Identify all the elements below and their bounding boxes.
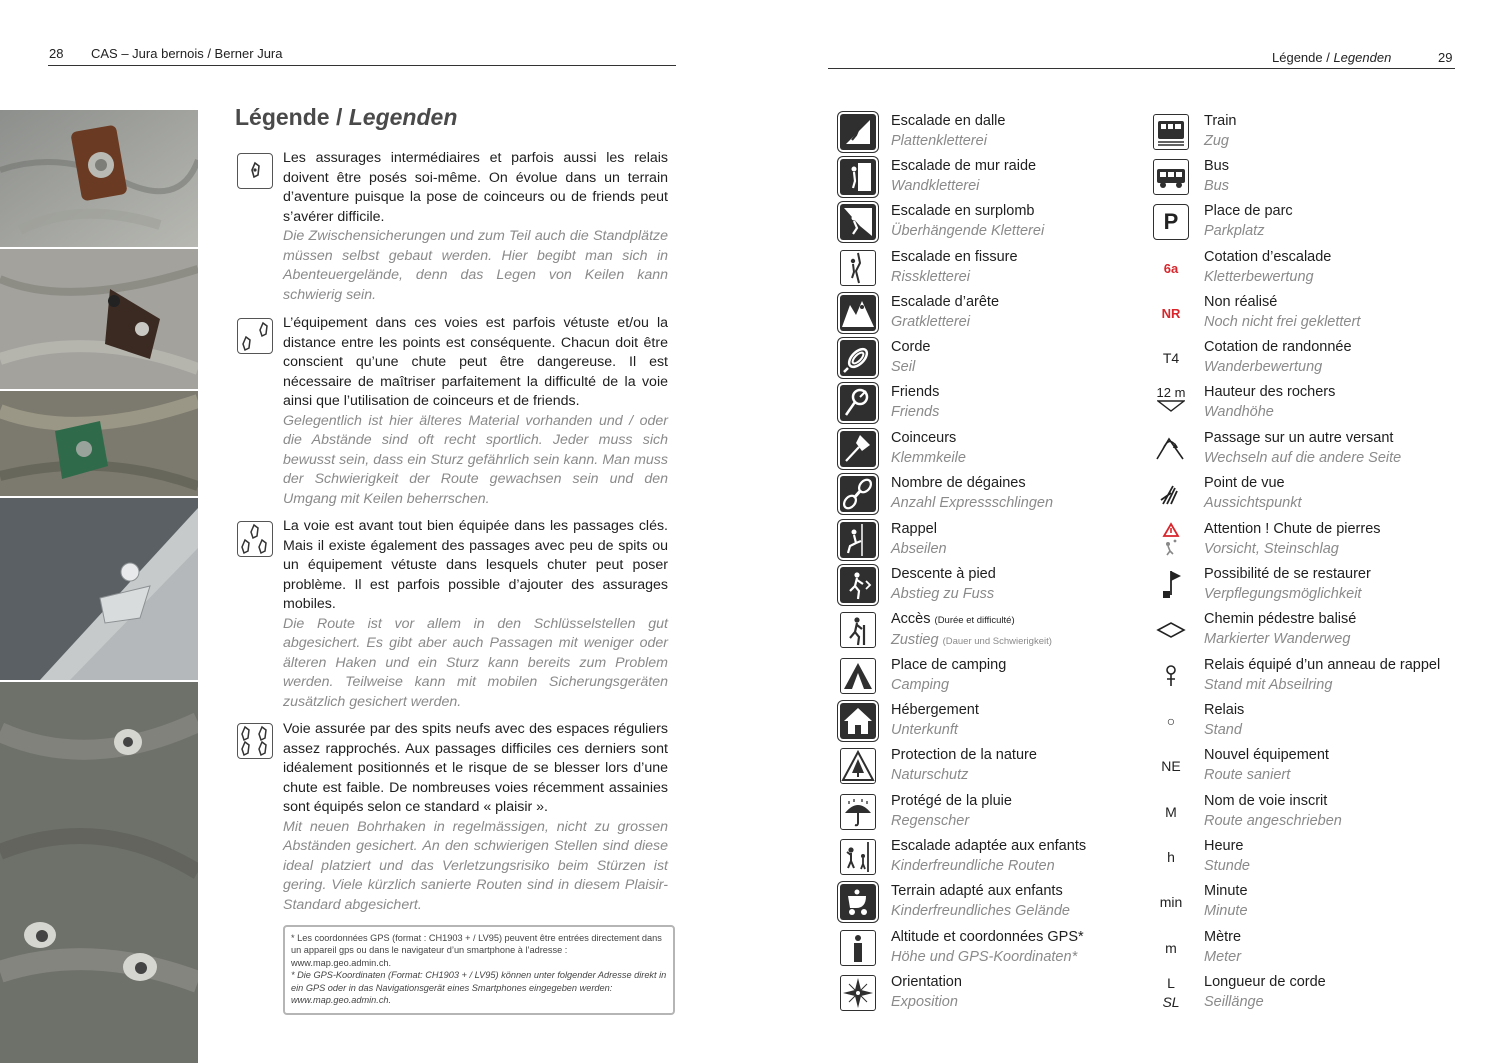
- legend-fr: Longueur de corde: [1204, 974, 1326, 990]
- four-bolts-icon: [237, 723, 273, 759]
- legend-fr: Cotation de randonnée: [1204, 339, 1352, 355]
- protection-level-3-fr: La voie est avant tout bien équipée dans les passages clés. Mais il existe également des passages avec peu de spits ou un équipement vétuste dans lesquels chuter peut poser problème. Il est parfois possible d’ajouter des assurages mobiles.: [283, 518, 668, 612]
- hiking-grade-text: T4: [1162, 350, 1180, 366]
- legend-fr: Possibilité de se restaurer: [1204, 566, 1371, 582]
- legend-fr: Bus: [1204, 158, 1229, 174]
- photo-black-hanger: [0, 249, 198, 389]
- legend-de: Unterkunft: [891, 721, 958, 738]
- legend-fr: Cotation d’escalade: [1204, 249, 1332, 265]
- legend-fr: Terrain adapté aux enfants: [891, 883, 1063, 899]
- legend-title: Légende / Legenden: [235, 104, 458, 130]
- legend-fr-note: (Durée et difficulté): [934, 615, 1015, 626]
- legend-fr: Hauteur des rochers: [1204, 384, 1336, 400]
- legend-de: Exposition: [891, 993, 958, 1010]
- wall-climbing-icon: [840, 159, 876, 195]
- legend-de: Naturschutz: [891, 766, 969, 783]
- legend-de: Route saniert: [1204, 766, 1291, 783]
- protection-level-3: [283, 517, 668, 712]
- legend-fr: Escalade adaptée aux enfants: [891, 838, 1087, 854]
- legend-de: Kletterbewertung: [1204, 268, 1314, 285]
- photo-steel-hanger: [0, 498, 198, 680]
- legend-de: Wandkletterei: [891, 177, 980, 194]
- legend-de: Wechseln auf die andere Seite: [1204, 449, 1402, 466]
- protection-level-4: [283, 720, 668, 915]
- stroller-icon: [840, 884, 876, 920]
- legend-fr: Hébergement: [891, 702, 979, 718]
- legend-fr: Relais: [1204, 702, 1245, 718]
- legend-fr: Nom de voie inscrit: [1204, 793, 1328, 809]
- legend-de: Regenscher: [891, 812, 970, 829]
- legend-fr: Friends: [891, 384, 940, 400]
- rope-length-fr-symbol: L: [1167, 975, 1175, 991]
- legend-fr: Rappel: [891, 521, 937, 537]
- friend-cam-icon: [840, 385, 876, 421]
- descent-on-foot-icon: [840, 567, 876, 603]
- legend-de: Risskletterei: [891, 268, 970, 285]
- hour-text: h: [1167, 849, 1175, 865]
- legend-de: Vorsicht, Steinschlag: [1204, 540, 1339, 557]
- gps-footnote-fr: * Les coordonnées GPS (format : CH1903 + / LV95) peuvent être entrées directement dans un appareil gps ou dans le navigateur d’un smartphone à l’adresse : www.map.geo.admin.ch.: [291, 933, 662, 968]
- legend-de: Plattenkletterei: [891, 132, 987, 149]
- legend-fr: Escalade en fissure: [891, 249, 1018, 265]
- photo-new-bolts: [0, 682, 198, 1063]
- pass-over-icon: [1153, 431, 1189, 467]
- photo-rusty-bolt: [0, 110, 198, 247]
- legend-de: Kinderfreundliches Gelände: [891, 902, 1070, 919]
- slab-climbing-icon: [840, 114, 876, 150]
- legend-fr: Chemin pédestre balisé: [1204, 611, 1357, 627]
- legend-de: Minute: [1204, 902, 1248, 919]
- legend-fr: Mètre: [1204, 929, 1242, 945]
- protection-level-1: [283, 149, 668, 305]
- wall-height-icon: [1153, 385, 1189, 421]
- refreshment-flag-icon: [1153, 567, 1189, 603]
- legend-fr: Place de parc: [1204, 203, 1293, 219]
- protection-level-3-de: Die Route ist vor allem in den Schlüsselstellen gut abgesichert. Es gibt aber auch Passagen mit weniger oder älteren Haken und ein Sturz kann bereits zum Problem werden. Teilweise kann mit mobilen Sicherungsgeräten zusätzlich gesichert werden.: [283, 615, 668, 710]
- kids-climbing-icon: [840, 839, 876, 875]
- protection-level-2: [283, 314, 668, 509]
- right-page: [760, 0, 1500, 1063]
- metre-text: m: [1165, 940, 1177, 956]
- protection-level-2-fr: L’équipement dans ces voies est parfois vétuste et/ou la distance entre les points est conséquente. Chacun doit être conscient qu’une chute peut être dangereuse. Il est nécessaire de maîtriser parfaitement la difficulté de la voie ainsi que l’utilisation de coinceurs et de friends.: [283, 315, 668, 409]
- one-bolt-icon: [237, 153, 273, 189]
- legend-de: Noch nicht frei geklettert: [1204, 313, 1361, 330]
- running-header-left: CAS – Jura bernois / Berner Jura: [91, 46, 283, 61]
- legend-fr: Corde: [891, 339, 931, 355]
- legend-de: Seillänge: [1204, 993, 1264, 1010]
- legend-de-note: (Dauer und Schwierigkeit): [942, 635, 1052, 647]
- legend-fr: Place de camping: [891, 657, 1007, 673]
- legend-de: Überhängende Kletterei: [891, 222, 1045, 239]
- legend-fr: Protection de la nature: [891, 747, 1037, 763]
- route-name-text: M: [1165, 804, 1177, 820]
- new-equipment-text: NE: [1161, 758, 1181, 774]
- header-rule: [48, 65, 676, 66]
- legend-fr: Train: [1204, 113, 1237, 129]
- running-header-right: Légende / Legenden: [1272, 50, 1392, 65]
- not-freed-text: NR: [1161, 305, 1181, 321]
- viewpoint-icon: [1153, 476, 1189, 512]
- legend-de: Verpflegungsmöglichkeit: [1204, 585, 1362, 602]
- crack-climbing-icon: [840, 250, 876, 286]
- legend-de: Abstieg zu Fuss: [891, 585, 995, 602]
- legend-fr: Orientation: [891, 974, 962, 990]
- ridge-climbing-icon: [840, 295, 876, 331]
- legend-de: Gratkletterei: [891, 313, 970, 330]
- protection-level-1-de: Die Zwischensicherungen und zum Teil auch die Standplätze müssen selbst gebaut werden. Hier begibt man sich in Abenteuergelände, denn das Legen von Keilen kann schwierig sein.: [283, 228, 668, 303]
- three-bolts-icon: [237, 521, 273, 557]
- gps-footnote: [283, 925, 675, 1015]
- legend-fr: Altitude et coordonnées GPS*: [891, 929, 1084, 945]
- legend-de: Wandhöhe: [1204, 403, 1274, 420]
- rope-icon: [840, 340, 876, 376]
- two-bolts-icon: [237, 318, 273, 354]
- legend-de: Zug: [1204, 132, 1229, 149]
- house-icon: [840, 703, 876, 739]
- belay-ring-icon: ○: [1166, 713, 1176, 729]
- legend-de: Camping: [891, 676, 950, 693]
- legend-de: Stand mit Abseilring: [1204, 676, 1333, 693]
- legend-fr: Point de vue: [1204, 475, 1285, 491]
- header-rule-right: [828, 68, 1455, 69]
- rope-length-de-symbol: SL: [1162, 994, 1180, 1010]
- legend-fr: Escalade en dalle: [891, 113, 1006, 129]
- marked-trail-icon: [1153, 612, 1189, 648]
- protection-level-4-de: Mit neuen Bohrhaken in regelmässigen, nicht zu grossen Abständen gesichert. An den schwierigen Stellen sind diese ideal platziert und das Verletzungsrisiko beim Stürzen ist gering. Viele kürzlich sanierte Routen sind in diesem Plaisir-Standard abgesichert.: [283, 818, 668, 913]
- protection-level-1-fr: Les assurages intermédiaires et parfois aussi les relais doivent être posés soi-même. On évolue dans un terrain d’aventure puisque la pose de coinceurs ou de friends peut s’avérer difficile.: [283, 150, 668, 225]
- grade-text: 6a: [1163, 260, 1179, 276]
- rappel-ring-icon: [1153, 658, 1189, 694]
- nut-icon: [840, 431, 876, 467]
- protection-level-2-de: Gelegentlich ist hier älteres Material vorhanden und / oder die Abstände sind oft recht sportlich. Jeder muss sich bewusst sein, dass ein Sturz gefährlich sein kann. Man muss der Schwierigkeit der Route gewachsen sein und den Umgang mit Keilen beherrschen.: [283, 412, 668, 507]
- legend-fr: Protégé de la pluie: [891, 793, 1012, 809]
- legend-fr: Relais équipé d’un anneau de rappel: [1204, 657, 1441, 673]
- legend-de: Zustieg: [891, 631, 939, 648]
- left-page: [0, 0, 740, 1063]
- overhang-climbing-icon: [840, 204, 876, 240]
- rappel-icon: [840, 522, 876, 558]
- nature-protection-icon: [840, 748, 876, 784]
- tent-icon: [840, 658, 876, 694]
- legend-de: Route angeschrieben: [1204, 812, 1342, 829]
- legend-de: Stand: [1204, 721, 1242, 738]
- rope-length-text: [1153, 975, 1189, 1011]
- legend-fr: Escalade de mur raide: [891, 158, 1037, 174]
- legend-de: Parkplatz: [1204, 222, 1265, 239]
- legend-fr: Minute: [1204, 883, 1248, 899]
- legend-de: Friends: [891, 403, 940, 420]
- legend-fr: Escalade d’arête: [891, 294, 1000, 310]
- umbrella-icon: [840, 794, 876, 830]
- compass-rose-icon: [840, 975, 876, 1011]
- legend-fr: Attention ! Chute de pierres: [1204, 521, 1381, 537]
- legend-de: Höhe und GPS-Koordinaten*: [891, 948, 1078, 965]
- legend-fr: Non réalisé: [1204, 294, 1278, 310]
- legend-fr: Accès: [891, 611, 931, 627]
- legend-fr: Descente à pied: [891, 566, 996, 582]
- quickdraw-icon: [840, 476, 876, 512]
- legend-de: Abseilen: [891, 540, 947, 557]
- legend-fr: Passage sur un autre versant: [1204, 430, 1394, 446]
- bus-icon: [1153, 159, 1189, 195]
- legend-de: Anzahl Expressschlingen: [891, 494, 1054, 511]
- minute-text: min: [1159, 894, 1183, 910]
- legend-de: Stunde: [1204, 857, 1250, 874]
- train-icon: [1153, 114, 1189, 150]
- legend-fr: Nombre de dégaines: [891, 475, 1026, 491]
- legend-de: Meter: [1204, 948, 1242, 965]
- info-icon: [840, 930, 876, 966]
- rockfall-warning-icon: [1153, 522, 1189, 558]
- legend-de: Klemmkeile: [891, 449, 966, 466]
- legend-de: Seil: [891, 358, 916, 375]
- wall-height-value: 12 m: [1156, 385, 1186, 400]
- parking-icon: P: [1153, 204, 1189, 240]
- legend-de: Aussichtspunkt: [1204, 494, 1302, 511]
- photo-green-hanger: [0, 391, 198, 496]
- legend-fr: Nouvel équipement: [1204, 747, 1329, 763]
- legend-de: Wanderbewertung: [1204, 358, 1323, 375]
- page-number-right: 29: [1438, 50, 1453, 65]
- page-number-left: 28: [49, 46, 64, 61]
- protection-level-4-fr: Voie assurée par des spits neufs avec des espaces réguliers assez rapprochés. Aux passages difficiles ces derniers sont idéalement positionnés et le risque de se blesser lors d’une chute est faible. De nombreuses voies récemment assainies sont équipés selon ce standard « plaisir ».: [283, 721, 668, 815]
- legend-fr: Coinceurs: [891, 430, 957, 446]
- legend-de: Markierter Wanderweg: [1204, 630, 1351, 647]
- legend-de: Bus: [1204, 177, 1229, 194]
- legend-de: Kinderfreundliche Routen: [891, 857, 1055, 874]
- legend-fr: Heure: [1204, 838, 1244, 854]
- gps-footnote-de: * Die GPS-Koordinaten (Format: CH1903 + / LV95) können unter folgender Adresse direkt in ein GPS oder in das Navigationsgerät eines Smartphones eingegeben werden: www.map.geo.admin.ch.: [291, 970, 667, 1006]
- legend-fr: Escalade en surplomb: [891, 203, 1035, 219]
- access-hiker-icon: [840, 612, 876, 648]
